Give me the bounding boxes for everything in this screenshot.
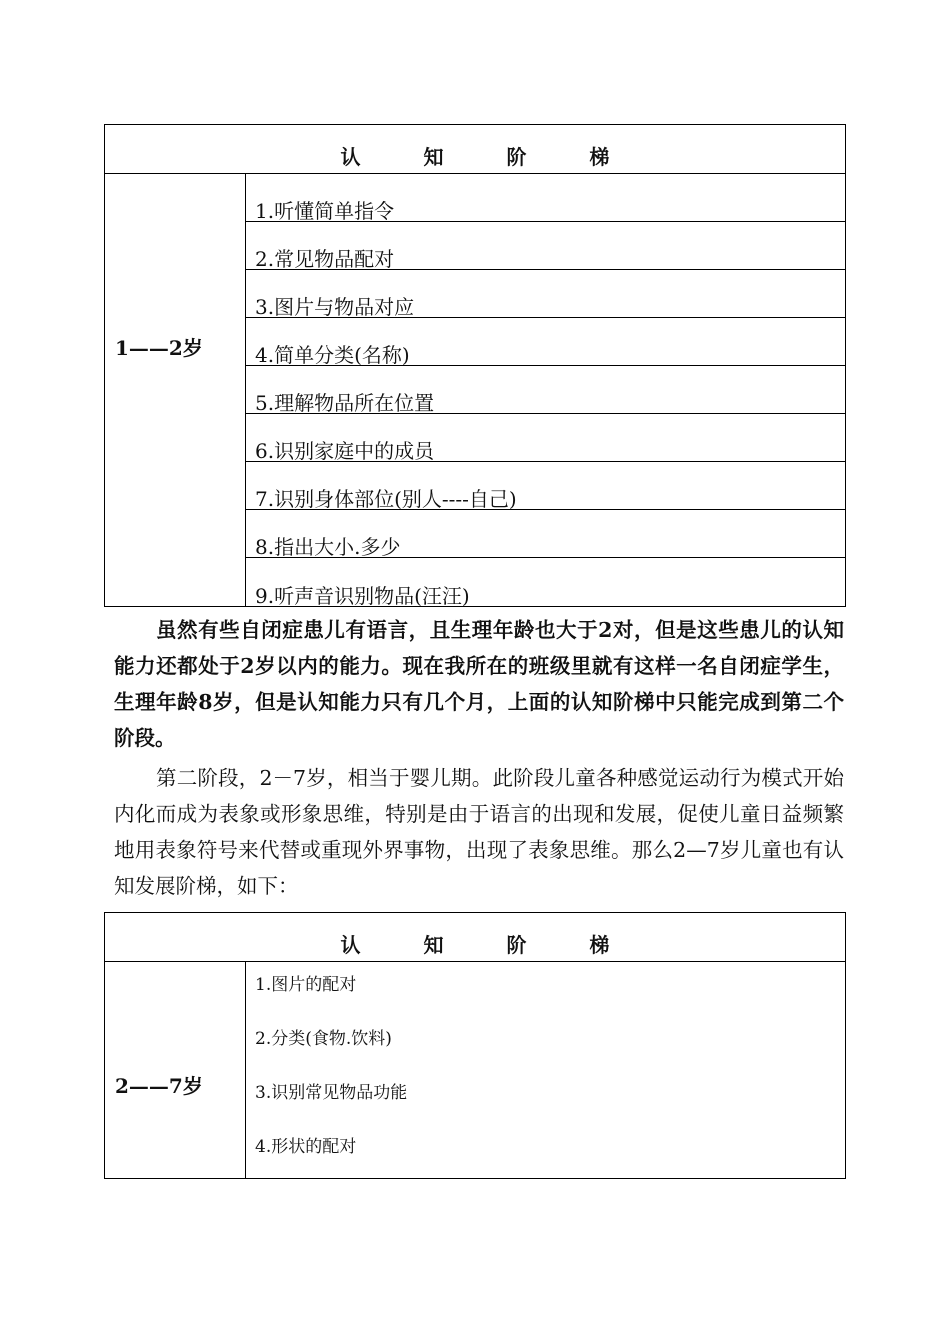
table-row [246, 318, 845, 366]
table-row [246, 270, 845, 318]
table-body [105, 174, 845, 606]
list-item: 9.听声音识别物品(汪汪) [255, 584, 470, 608]
age-label: 1——2岁 [115, 336, 203, 360]
bold-paragraph: 虽然有些自闭症患儿有语言，且生理年龄也大于2对，但是这些患儿的认知能力还都处于2岁以内的能力。现在我所在的班级里就有这样一名自闭症学生，生理年龄8岁，但是认知能力只有几个月，上面的认知阶梯中只能完成到第二个阶段。 [114, 618, 844, 750]
table-title: 认 知 阶 梯 [340, 933, 638, 957]
table-title: 认 知 阶 梯 [340, 145, 638, 169]
cognitive-ladder-table-2 [104, 912, 846, 1179]
list-item: 4.简单分类(名称) [255, 343, 410, 367]
cognitive-ladder-table-1 [104, 124, 846, 607]
list-item: 4.形状的配对 [255, 1137, 357, 1157]
age-cell [105, 174, 246, 606]
table-row [246, 366, 845, 414]
list-item: 8.指出大小.多少 [255, 535, 401, 559]
list-item-row [246, 962, 845, 1016]
table-row [246, 510, 845, 558]
list-item: 5.理解物品所在位置 [255, 391, 435, 415]
age-label: 2——7岁 [115, 1074, 203, 1098]
body-paragraph: 第二阶段，2－7岁，相当于婴儿期。此阶段儿童各种感觉运动行为模式开始内化而成为表象或形象思维，特别是由于语言的出现和发展，促使儿童日益频繁地用表象符号来代替或重现外界事物，出现了表象思维。那么2—7岁儿童也有认知发展阶梯，如下： [114, 766, 844, 898]
list-item: 1.听懂简单指令 [255, 199, 395, 223]
list-item-row [246, 1124, 845, 1178]
table-header [105, 125, 845, 174]
list-item: 6.识别家庭中的成员 [255, 439, 435, 463]
list-item-row [246, 1016, 845, 1070]
table-row [246, 558, 845, 606]
items-column [246, 962, 845, 1178]
table-row [246, 462, 845, 510]
items-column [246, 174, 845, 606]
list-item: 7.识别身体部位(别人----自己) [255, 487, 517, 511]
list-item: 1.图片的配对 [255, 975, 357, 995]
age-cell [105, 962, 246, 1178]
list-item: 2.常见物品配对 [255, 247, 395, 271]
table-body [105, 962, 845, 1178]
list-item: 3.识别常见物品功能 [255, 1083, 408, 1103]
table-header [105, 913, 845, 962]
list-item: 3.图片与物品对应 [255, 295, 415, 319]
table-row [246, 222, 845, 270]
list-item-row [246, 1070, 845, 1124]
table-row [246, 174, 845, 222]
table-row [246, 414, 845, 462]
list-item: 2.分类(食物.饮料) [255, 1029, 392, 1049]
